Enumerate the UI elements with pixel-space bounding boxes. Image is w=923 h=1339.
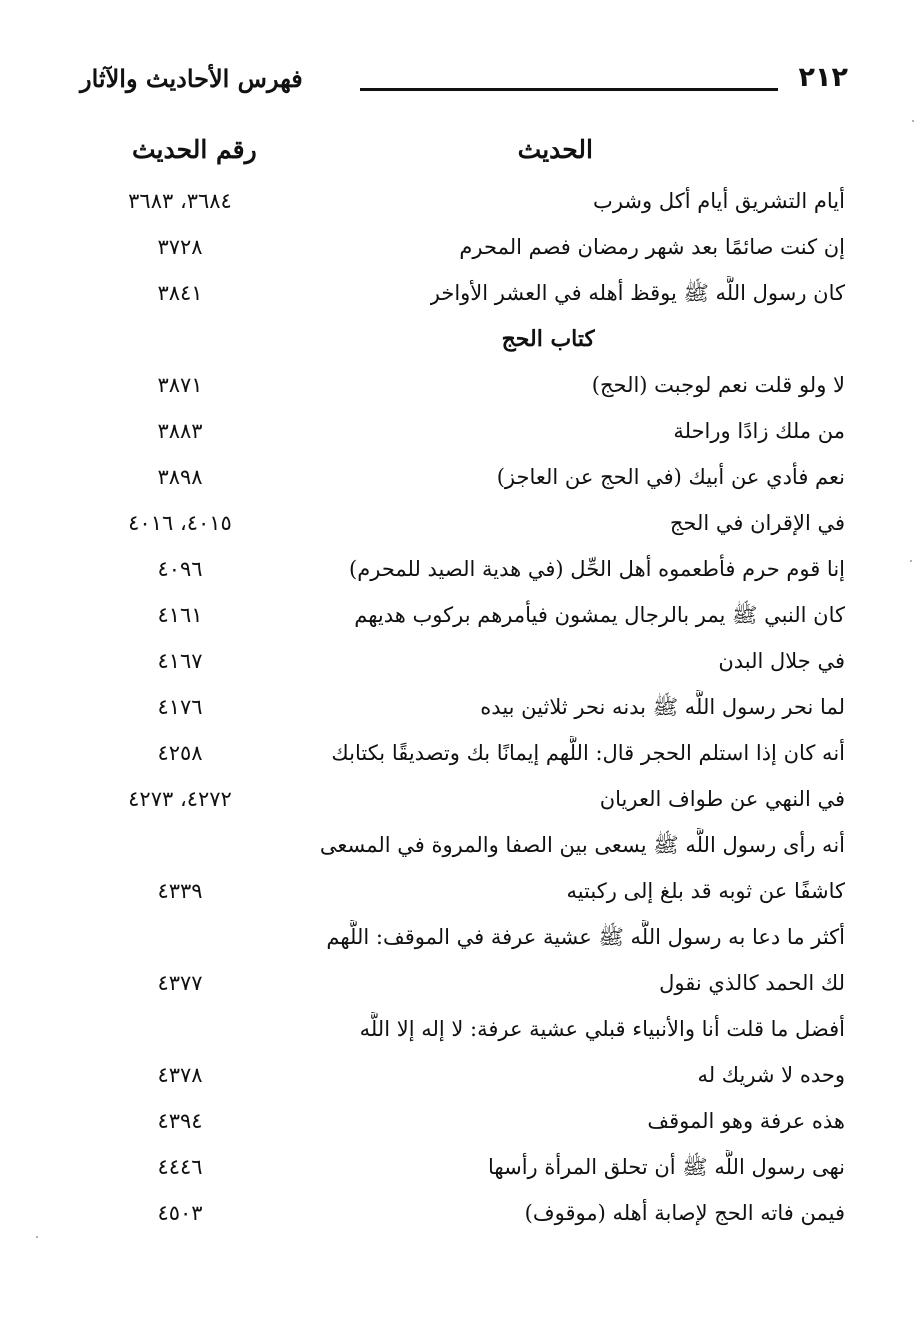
hadith-text: لما نحر رسول اللَّه ﷺ بدنه نحر ثلاثين بيده <box>480 695 845 719</box>
index-row <box>100 1146 845 1192</box>
hadith-text: في الإقران في الحج <box>669 511 845 535</box>
hadith-number: ٤٠٩٦ <box>157 557 203 581</box>
index-row <box>100 594 845 640</box>
hadith-text: في النهي عن طواف العريان <box>599 787 845 811</box>
header-rule <box>360 88 778 91</box>
hadith-number: ٣٨٤١ <box>157 281 203 305</box>
index-row <box>100 962 845 1008</box>
hadith-number: ٤٢٧٢، ٤٢٧٣ <box>128 787 232 811</box>
hadith-text: لا ولو قلت نعم لوجبت (الحج) <box>591 373 845 397</box>
hadith-column-heading: الحديث <box>517 135 593 164</box>
hadith-number: ٤٢٥٨ <box>157 741 203 765</box>
index-row <box>100 272 845 318</box>
hadith-text: نعم فأدي عن أبيك (في الحج عن العاجز) <box>496 465 845 489</box>
hadith-text: إن كنت صائمًا بعد شهر رمضان فصم المحرم <box>459 235 845 259</box>
hadith-text: لك الحمد كالذي نقول <box>659 971 845 995</box>
hadith-text: أيام التشريق أيام أكل وشرب <box>593 189 845 213</box>
index-row <box>100 502 845 548</box>
index-row <box>100 1054 845 1100</box>
hadith-text: إنا قوم حرم فأطعموه أهل الحِّل (في هدية الصيد للمحرم) <box>349 557 845 581</box>
hadith-text: هذه عرفة وهو الموقف <box>647 1109 845 1133</box>
hadith-text: فيمن فاته الحج لإصابة أهله (موقوف) <box>524 1201 845 1225</box>
hadith-number: ٤١٦١ <box>157 603 203 627</box>
hadith-text: وحده لا شريك له <box>697 1063 845 1087</box>
page-number: ٢١٢ <box>798 62 848 93</box>
hadith-text: من ملك زادًا وراحلة <box>673 419 845 443</box>
scan-speck <box>912 120 914 122</box>
hadith-text: أنه رأى رسول اللَّه ﷺ يسعى بين الصفا والمروة في المسعى <box>319 833 845 857</box>
index-row <box>100 456 845 502</box>
hadith-text: في جلال البدن <box>718 649 845 673</box>
section-title: فهرس الأحاديث والآثار <box>80 64 303 93</box>
number-column-heading: رقم الحديث <box>132 135 257 164</box>
index-row <box>100 1008 845 1054</box>
hadith-number: ٤٣٣٩ <box>157 879 203 903</box>
hadith-number: ٤٤٤٦ <box>157 1155 203 1179</box>
index-row <box>100 364 845 410</box>
running-header <box>80 60 848 100</box>
index-row <box>100 824 845 870</box>
index-row <box>100 226 845 272</box>
index-row <box>100 410 845 456</box>
index-row <box>100 180 845 226</box>
hadith-text: كان النبي ﷺ يمر بالرجال يمشون فيأمرهم بركوب هديهم <box>354 603 845 627</box>
section-heading: كتاب الحج <box>501 326 595 352</box>
hadith-text: كاشفًا عن ثوبه قد بلغ إلى ركبتيه <box>566 879 845 903</box>
hadith-number: ٣٨٧١ <box>157 373 203 397</box>
hadith-number: ٤٣٩٤ <box>157 1109 203 1133</box>
hadith-text: أنه كان إذا استلم الحجر قال: اللَّهم إيمانًا بك وتصديقًا بكتابك <box>331 741 845 765</box>
hadith-number: ٣٧٢٨ <box>157 235 203 259</box>
index-row <box>100 916 845 962</box>
index-row <box>100 778 845 824</box>
index-row <box>100 732 845 778</box>
hadith-number: ٣٦٨٤، ٣٦٨٣ <box>128 189 232 213</box>
hadith-number: ٤٥٠٣ <box>157 1201 203 1225</box>
hadith-number: ٤٣٧٨ <box>157 1063 203 1087</box>
hadith-number: ٤١٦٧ <box>157 649 203 673</box>
index-row <box>100 640 845 686</box>
hadith-text: كان رسول اللَّه ﷺ يوقظ أهله في العشر الأواخر <box>429 281 845 305</box>
index-rows <box>100 180 845 1238</box>
index-row <box>100 686 845 732</box>
hadith-number: ٤٠١٥، ٤٠١٦ <box>128 511 232 535</box>
hadith-text: نهى رسول اللَّه ﷺ أن تحلق المرأة رأسها <box>488 1155 845 1179</box>
hadith-number: ٣٨٩٨ <box>157 465 203 489</box>
hadith-number: ٣٨٨٣ <box>157 419 203 443</box>
index-row <box>100 1192 845 1238</box>
section-heading-row <box>100 318 845 364</box>
index-row <box>100 870 845 916</box>
hadith-number: ٤٣٧٧ <box>157 971 203 995</box>
hadith-text: أكثر ما دعا به رسول اللَّه ﷺ عشية عرفة في الموقف: اللَّهم <box>326 925 845 949</box>
hadith-text: أفضل ما قلت أنا والأنبياء قبلي عشية عرفة: لا إله إلا اللَّه <box>359 1017 845 1041</box>
scan-speck <box>910 560 912 562</box>
index-row <box>100 548 845 594</box>
hadith-number: ٤١٧٦ <box>157 695 203 719</box>
scan-speck <box>36 1236 38 1238</box>
index-row <box>100 1100 845 1146</box>
